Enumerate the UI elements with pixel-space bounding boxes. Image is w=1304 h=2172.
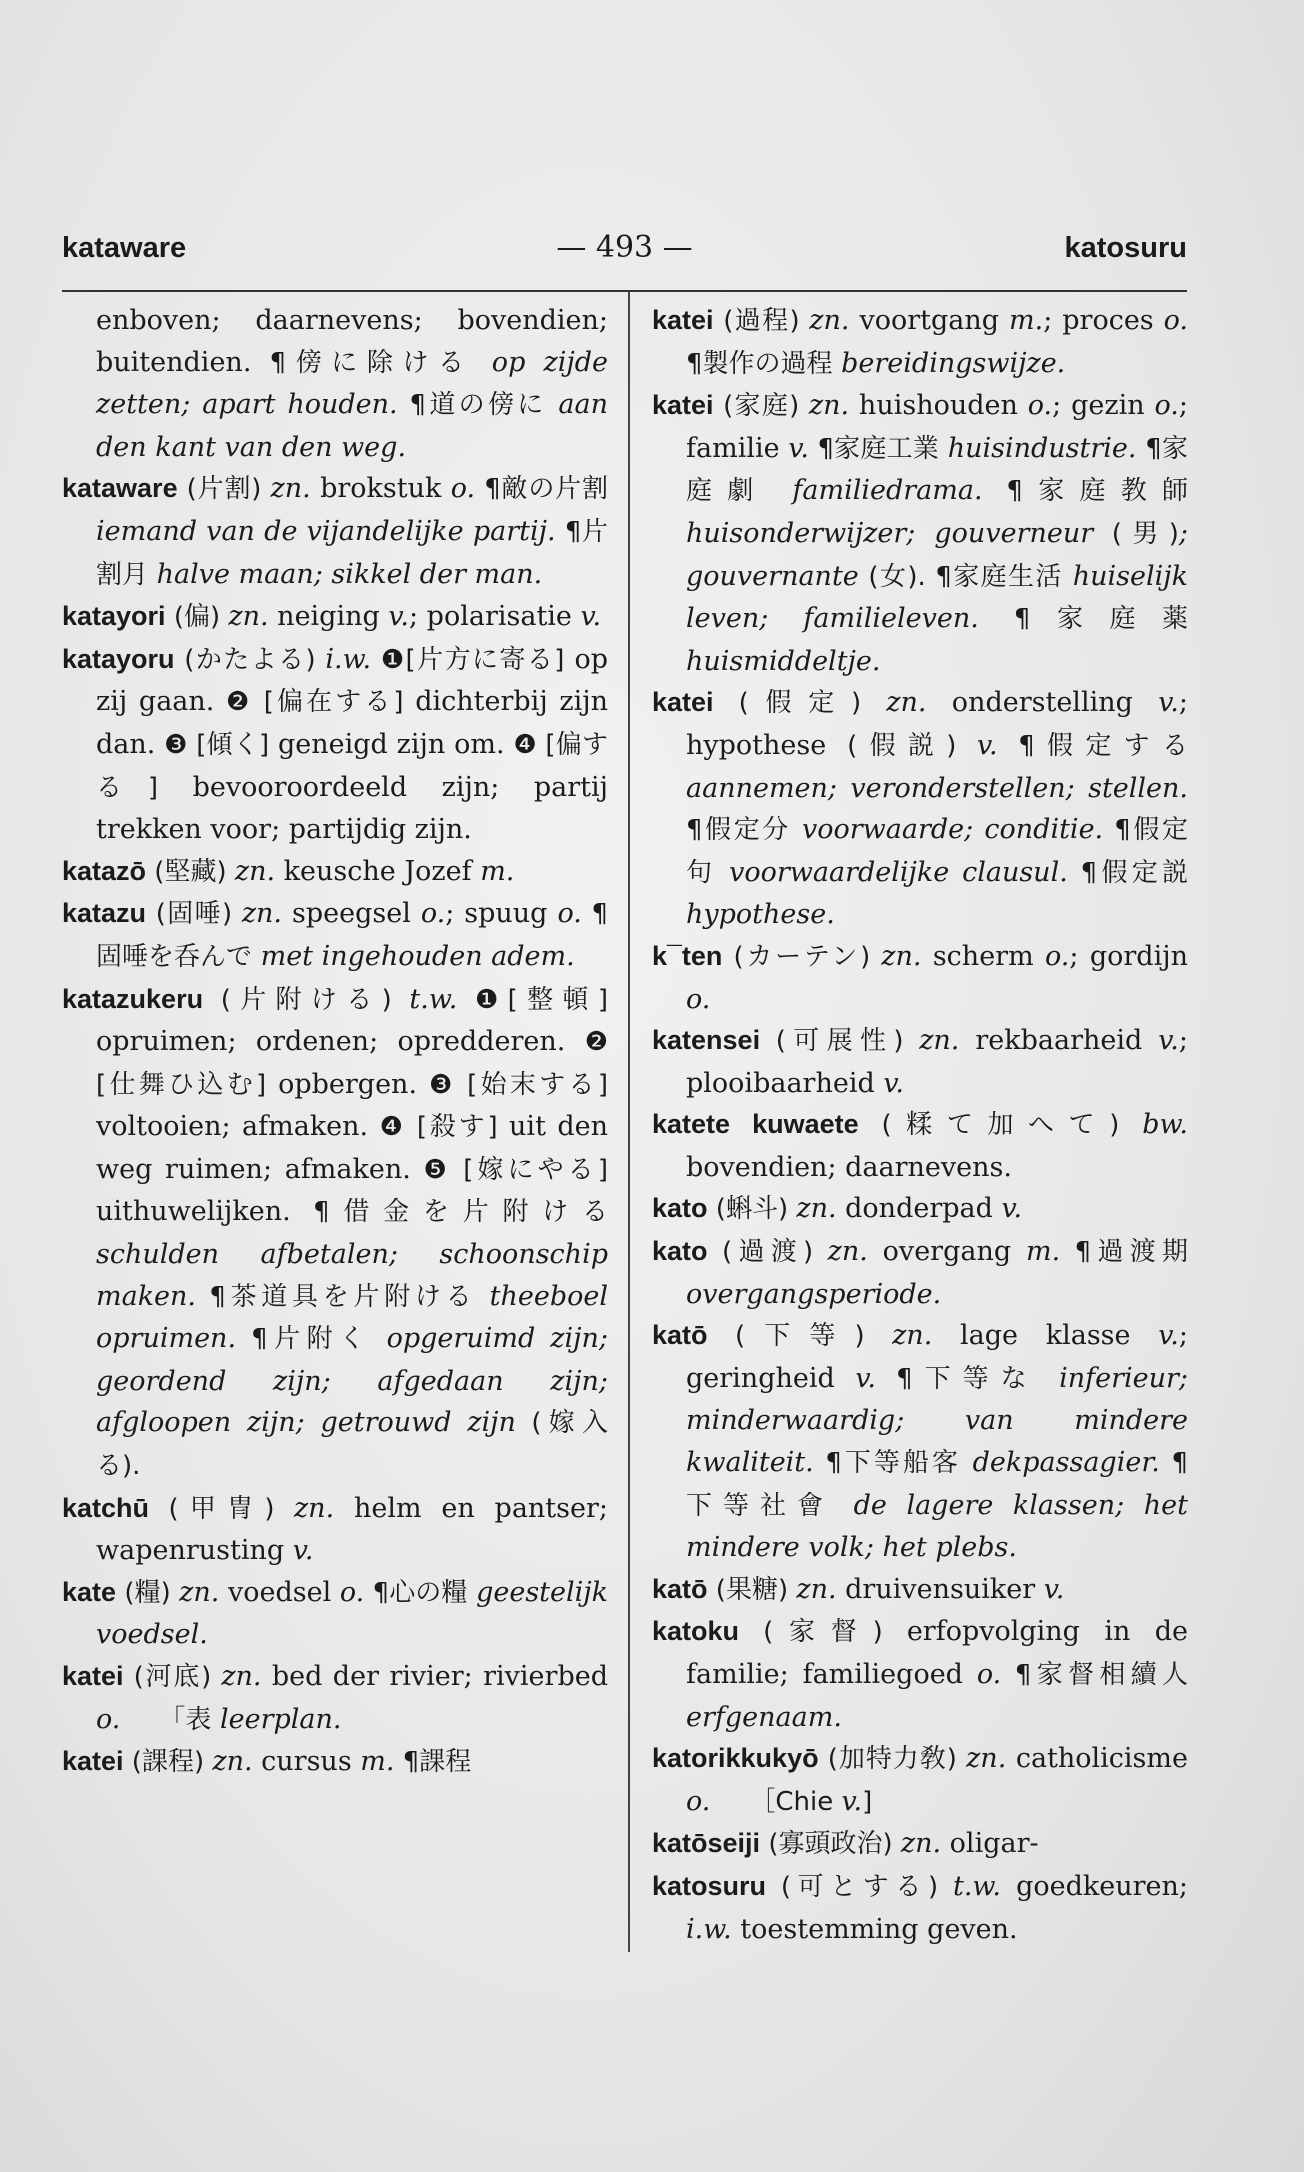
japanese-text: ❹ [偏する] — [96, 729, 608, 803]
italic-text: dekpassagier. — [961, 1447, 1172, 1479]
dictionary-entry — [652, 1231, 1188, 1315]
japanese-text: ¶敵の片割 — [475, 474, 608, 505]
headword: katosuru — [652, 1870, 767, 1901]
japanese-text: ¶下等船客 — [825, 1448, 961, 1479]
italic-text: overgangsperiode. — [686, 1278, 942, 1310]
japanese-text: ¶心の糧 — [364, 1577, 468, 1608]
japanese-text: ¶家庭劇 — [686, 433, 1188, 507]
japanese-text: (寡頭政治) — [760, 1829, 901, 1860]
italic-text: v. — [855, 1362, 876, 1394]
italic-text: zn. — [293, 1492, 335, 1524]
definition-text: catholicisme — [1006, 1743, 1188, 1775]
italic-text: m. — [480, 855, 515, 887]
italic-text: zn. — [892, 1320, 933, 1352]
italic-text: v. — [976, 729, 998, 761]
dictionary-entry — [62, 596, 608, 639]
italic-text: zn. — [809, 305, 850, 336]
headword: k¯ten — [652, 940, 723, 971]
italic-text: o. — [420, 898, 446, 930]
definition-text: onderstelling — [926, 687, 1159, 719]
page-number: — 493 — — [556, 230, 693, 265]
italic-text: t.w. — [409, 983, 458, 1015]
italic-text: zn. — [900, 1828, 942, 1860]
japanese-text: ¶下等社會 — [686, 1448, 1188, 1521]
japanese-text: ¶道の傍に — [409, 390, 547, 421]
definition-text: speegsel — [282, 898, 421, 930]
definition-text: ; spuug — [445, 898, 558, 930]
italic-text: v. — [1158, 1320, 1179, 1352]
japanese-text: (蝌斗) — [707, 1194, 797, 1225]
headword: katei — [652, 305, 714, 335]
left-column — [62, 300, 608, 1784]
italic-text: zn. — [808, 390, 850, 422]
definition-text: brokstuk — [310, 473, 451, 505]
japanese-text: ¶借金を片附ける — [313, 1197, 609, 1228]
column-divider — [628, 292, 630, 1952]
dictionary-entry — [652, 1315, 1188, 1569]
italic-text: v. — [1158, 687, 1179, 719]
italic-text: familiedrama. — [768, 475, 1007, 507]
italic-text: op zijde zetten; apart houden. — [96, 346, 609, 421]
japanese-text: ¶固唾を呑んで — [96, 899, 609, 972]
japanese-text: ] — [862, 1786, 873, 1817]
dictionary-entry — [62, 1741, 608, 1784]
italic-text: erfgenaam. — [686, 1701, 842, 1733]
headword: katō — [652, 1573, 708, 1604]
definition-text: bevooroordeeld zijn; partij trekken voor; partijdig zijn. — [96, 771, 608, 846]
japanese-text: (偏) — [165, 602, 229, 633]
italic-text: aan den kant van den weg. — [96, 389, 609, 463]
italic-text: zn. — [796, 1193, 837, 1225]
dictionary-entry — [652, 682, 1188, 936]
italic-text: inferieur; minderwaardig; van mindere kwaliteit. — [686, 1362, 1188, 1479]
definition-text: donderpad — [836, 1193, 1002, 1225]
japanese-text: ¶片割月 — [96, 516, 608, 590]
japanese-text: (課程) — [123, 1747, 213, 1778]
definition-text: ; plooibaarheid — [686, 1025, 1188, 1099]
definition-text: ; familie — [686, 390, 1188, 464]
italic-text: v. — [580, 601, 602, 633]
definition-text: bovendien; daarnevens. — [686, 1151, 1012, 1183]
dictionary-entry — [652, 1866, 1188, 1950]
italic-text: o. — [976, 1659, 1002, 1690]
definition-text: lage klasse — [932, 1320, 1159, 1352]
definition-text: uithuwelijken. — [96, 1196, 314, 1228]
italic-text: bw. — [1142, 1109, 1188, 1141]
italic-text: opgeruimd zijn; geordend zijn; afgedaan zijn; afgloopen zijn; getrouwd zijn — [96, 1323, 608, 1439]
italic-text: v. — [883, 1067, 904, 1099]
japanese-text: (片附ける) — [203, 984, 410, 1015]
italic-text: v. — [1043, 1573, 1065, 1605]
headword: kataware — [62, 473, 178, 504]
headword: kato — [652, 1236, 708, 1267]
japanese-text: ¶下等な — [875, 1363, 1039, 1394]
italic-text: m. — [1025, 1236, 1061, 1268]
italic-text: zn. — [179, 1576, 220, 1608]
dictionary-entry — [62, 979, 608, 1488]
japanese-text: ❷ [仕舞ひ込む] — [96, 1027, 608, 1100]
italic-text: geestelijk voedsel. — [96, 1576, 609, 1651]
headword: katazu — [62, 898, 147, 929]
italic-text: aannemen; veronderstellen; stellen. — [686, 772, 1188, 804]
japanese-text: (家督) — [739, 1617, 907, 1648]
italic-text: o. — [96, 1703, 121, 1735]
definition-text: voltooien; afmaken. — [96, 1111, 380, 1143]
headword: katō — [652, 1320, 708, 1351]
definition-text: helm en pantser; wapenrusting — [96, 1492, 608, 1567]
definition-text: opbergen. — [266, 1068, 429, 1100]
definition-text: voedsel — [219, 1576, 340, 1608]
definition-text: neiging — [268, 601, 389, 633]
definition-text: ; polarisatie — [409, 601, 581, 633]
dictionary-entry — [62, 1656, 608, 1741]
definition-text: ; gordijn — [1069, 940, 1188, 972]
italic-text: theeboel opruimen. — [96, 1280, 609, 1355]
definition-text: druivensuiker — [836, 1573, 1044, 1605]
japanese-text: ¶家庭教師 — [1006, 476, 1188, 507]
japanese-text: ¶家庭工業 — [809, 433, 939, 464]
headword: katete kuwaete — [652, 1109, 859, 1140]
dictionary-entry — [652, 300, 1188, 385]
dictionary-entry — [652, 1738, 1188, 1823]
japanese-text: ❺ [嫁にやる] — [423, 1154, 608, 1185]
japanese-text: (河底) — [123, 1662, 222, 1692]
japanese-text: (假説) — [847, 730, 977, 761]
italic-text: voorwaardelijke clausul. — [716, 856, 1081, 888]
headword: katayori — [62, 601, 166, 632]
headword: kate — [62, 1576, 117, 1607]
japanese-text: ❸ [傾く] — [164, 729, 270, 760]
italic-text: zn. — [228, 601, 269, 633]
japanese-text: ¶製作の過程 — [686, 348, 833, 379]
italic-text: v. — [788, 432, 809, 464]
definition-text: oligar- — [941, 1828, 1039, 1860]
japanese-text: ¶課程 — [394, 1747, 472, 1778]
japanese-text: (下等) — [707, 1321, 893, 1352]
japanese-text: (可とする) — [766, 1871, 953, 1902]
italic-text: hypothese. — [686, 899, 835, 931]
definition-text: ; proces — [1043, 305, 1164, 336]
italic-text: i.w. — [325, 643, 372, 675]
definition-text: rekbaarheid — [959, 1025, 1159, 1057]
dictionary-entry — [62, 468, 608, 596]
japanese-text: (カーテン) — [722, 941, 882, 972]
definition-text: toestemming geven. — [731, 1913, 1018, 1945]
italic-text: zn. — [212, 1746, 253, 1778]
headword: katayoru — [62, 643, 175, 674]
dictionary-entry — [62, 639, 608, 851]
dictionary-entry — [652, 1611, 1188, 1738]
italic-text: v. — [1158, 1025, 1179, 1057]
dictionary-entry — [62, 1572, 608, 1656]
definition-text: uit den weg ruimen; afmaken. — [96, 1111, 608, 1185]
definition-text: opruimen; ordenen; opredderen. — [96, 1026, 585, 1058]
italic-text: o. — [450, 473, 476, 505]
italic-text: o. — [686, 1785, 711, 1817]
japanese-text: (假定) — [713, 688, 887, 719]
italic-text: zn. — [919, 1025, 960, 1057]
definition-text: cursus — [252, 1746, 361, 1778]
definition-text: keusche Jozef — [275, 855, 481, 887]
dictionary-entry — [652, 1569, 1188, 1612]
headword: katchū — [62, 1492, 150, 1523]
italic-text: zn. — [234, 855, 276, 887]
italic-text: zn. — [796, 1573, 837, 1605]
japanese-text: ❶[整頓] — [457, 984, 608, 1015]
definition-text: scherm — [921, 940, 1046, 972]
italic-text: huismiddeltje. — [686, 645, 881, 677]
italic-text: v. — [841, 1785, 863, 1817]
definition-text: dichterbij zijn dan. — [96, 686, 608, 760]
japanese-text: ¶假定句 — [686, 815, 1188, 888]
japanese-text: (甲冑) — [149, 1493, 294, 1524]
italic-text: o. — [1027, 390, 1053, 422]
definition-text: voortgang — [849, 305, 1009, 336]
italic-text: zn. — [966, 1743, 1007, 1775]
definition-text: erfopvolging in de familie; familiegoed — [686, 1616, 1188, 1690]
japanese-text: (女). ¶家庭生活 — [858, 561, 1063, 592]
italic-text: voorwaarde; conditie. — [790, 814, 1115, 846]
italic-text: zn. — [221, 1661, 262, 1692]
italic-text: ; gouvernante — [686, 517, 1188, 592]
japanese-text: 「表 — [120, 1704, 212, 1735]
italic-text: o. — [686, 983, 711, 1015]
italic-text: zn. — [241, 898, 283, 930]
japanese-text: (可展性) — [760, 1026, 920, 1057]
japanese-text: ¶家庭薬 — [1013, 604, 1188, 635]
italic-text: o. — [557, 898, 582, 930]
italic-text: huisindustrie. — [938, 432, 1146, 464]
japanese-text: ¶家督相續人 — [1001, 1660, 1189, 1690]
italic-text: schulden afbetalen; schoonschip maken. — [96, 1239, 608, 1312]
italic-text: huiselijk leven; familieleven. — [686, 560, 1188, 635]
italic-text: o. — [1154, 390, 1179, 422]
dictionary-entry — [652, 936, 1188, 1020]
definition-text: ; geringheid — [686, 1320, 1188, 1394]
definition-text: bed der rivier; rivierbed — [261, 1661, 608, 1692]
definition-text: goedkeuren; — [1000, 1870, 1188, 1902]
japanese-text: (堅藏) — [146, 856, 235, 887]
headword: katensei — [652, 1025, 761, 1056]
headword: katei — [652, 687, 714, 718]
japanese-text: ❸ [始末する] — [428, 1069, 609, 1100]
definition-text: overgang — [867, 1236, 1026, 1268]
japanese-text: ¶過渡期 — [1060, 1237, 1188, 1268]
japanese-text: ［Chie — [710, 1786, 842, 1817]
japanese-text: ¶假定分 — [686, 815, 791, 846]
dictionary-entry — [652, 1188, 1188, 1231]
italic-text: zn. — [886, 687, 927, 719]
japanese-text: ❷ [偏在する] — [226, 687, 404, 718]
right-guide-word: katosuru — [1064, 232, 1187, 264]
japanese-text: (果糖) — [707, 1574, 797, 1605]
definition-text: ; gezin — [1052, 390, 1155, 422]
headword: katei — [62, 1661, 124, 1691]
headword: kato — [652, 1193, 708, 1224]
headword: katei — [652, 390, 714, 421]
dictionary-entry — [62, 893, 608, 978]
japanese-text: ❶[片方に寄る] — [371, 644, 565, 675]
italic-text: i.w. — [686, 1913, 732, 1945]
italic-text: met ingehouden adem. — [252, 940, 575, 972]
dictionary-entry — [652, 385, 1188, 682]
italic-text: t.w. — [952, 1870, 1001, 1902]
japanese-text: (かたよる) — [174, 644, 326, 675]
running-head — [62, 228, 1187, 268]
italic-text: o. — [339, 1576, 365, 1608]
definition-text: enboven; daarnevens; bovendien; buitendien. — [96, 305, 608, 378]
italic-text: zn. — [827, 1236, 868, 1268]
japanese-text: ¶假定する — [997, 730, 1188, 761]
italic-text: v. — [1001, 1193, 1023, 1225]
dictionary-entry — [62, 851, 608, 894]
headword: katei — [62, 1746, 124, 1777]
japanese-text: (糅て加へて) — [858, 1110, 1143, 1141]
header-rule — [62, 290, 1187, 292]
headword: katōseiji — [652, 1828, 761, 1859]
dictionary-entry — [652, 1104, 1188, 1188]
italic-text: o. — [1045, 940, 1070, 972]
japanese-text: (過渡) — [707, 1237, 828, 1268]
italic-text: v. — [388, 601, 409, 633]
definition-text: op zij gaan. — [96, 643, 608, 718]
definition-text: ; hypothese — [686, 687, 1188, 761]
dictionary-entry — [652, 1020, 1188, 1104]
japanese-text: (家庭) — [713, 391, 809, 422]
italic-text: bereidingswijze. — [832, 347, 1066, 379]
japanese-text: (加特力敎) — [818, 1744, 967, 1775]
entry-continuation — [62, 300, 608, 468]
japanese-text: ¶片附く — [251, 1324, 372, 1355]
japanese-text: (糧) — [116, 1577, 180, 1608]
japanese-text: (過程) — [713, 306, 810, 336]
japanese-text: (片割) — [177, 474, 271, 505]
italic-text: iemand van de vijandelijke partij. — [96, 515, 565, 547]
japanese-text: (嫁入る). — [96, 1408, 608, 1482]
headword: katazukeru — [62, 983, 204, 1014]
japanese-text: (男) — [1093, 518, 1179, 549]
definition-text: geneigd zijn om. — [269, 728, 514, 760]
headword: katoku — [652, 1616, 740, 1647]
japanese-text: ❹ [殺す] — [379, 1112, 498, 1143]
italic-text: m. — [360, 1746, 395, 1778]
italic-text: halve maan; sikkel der man. — [148, 558, 543, 590]
italic-text: huisonderwijzer; gouverneur — [686, 517, 1094, 549]
headword: katorikkukyō — [652, 1743, 819, 1774]
italic-text: zn. — [270, 473, 311, 505]
dictionary-entry — [62, 1488, 608, 1572]
japanese-text: ¶傍に除ける — [269, 347, 474, 378]
italic-text: o. — [1163, 305, 1188, 336]
japanese-text: ¶茶道具を片附ける — [209, 1281, 477, 1312]
japanese-text: (固唾) — [146, 899, 242, 930]
italic-text: leerplan. — [211, 1703, 342, 1735]
left-guide-word: kataware — [62, 232, 187, 264]
headword: katazō — [62, 855, 147, 886]
right-column — [652, 300, 1188, 1950]
italic-text: zn. — [881, 940, 922, 972]
italic-text: v. — [292, 1535, 314, 1567]
japanese-text: ¶假定説 — [1080, 857, 1188, 888]
italic-text: de lagere klassen; het mindere volk; het plebs. — [686, 1489, 1188, 1564]
dictionary-entry — [652, 1823, 1188, 1866]
italic-text: m. — [1009, 305, 1044, 336]
definition-text: huishouden — [849, 390, 1028, 422]
